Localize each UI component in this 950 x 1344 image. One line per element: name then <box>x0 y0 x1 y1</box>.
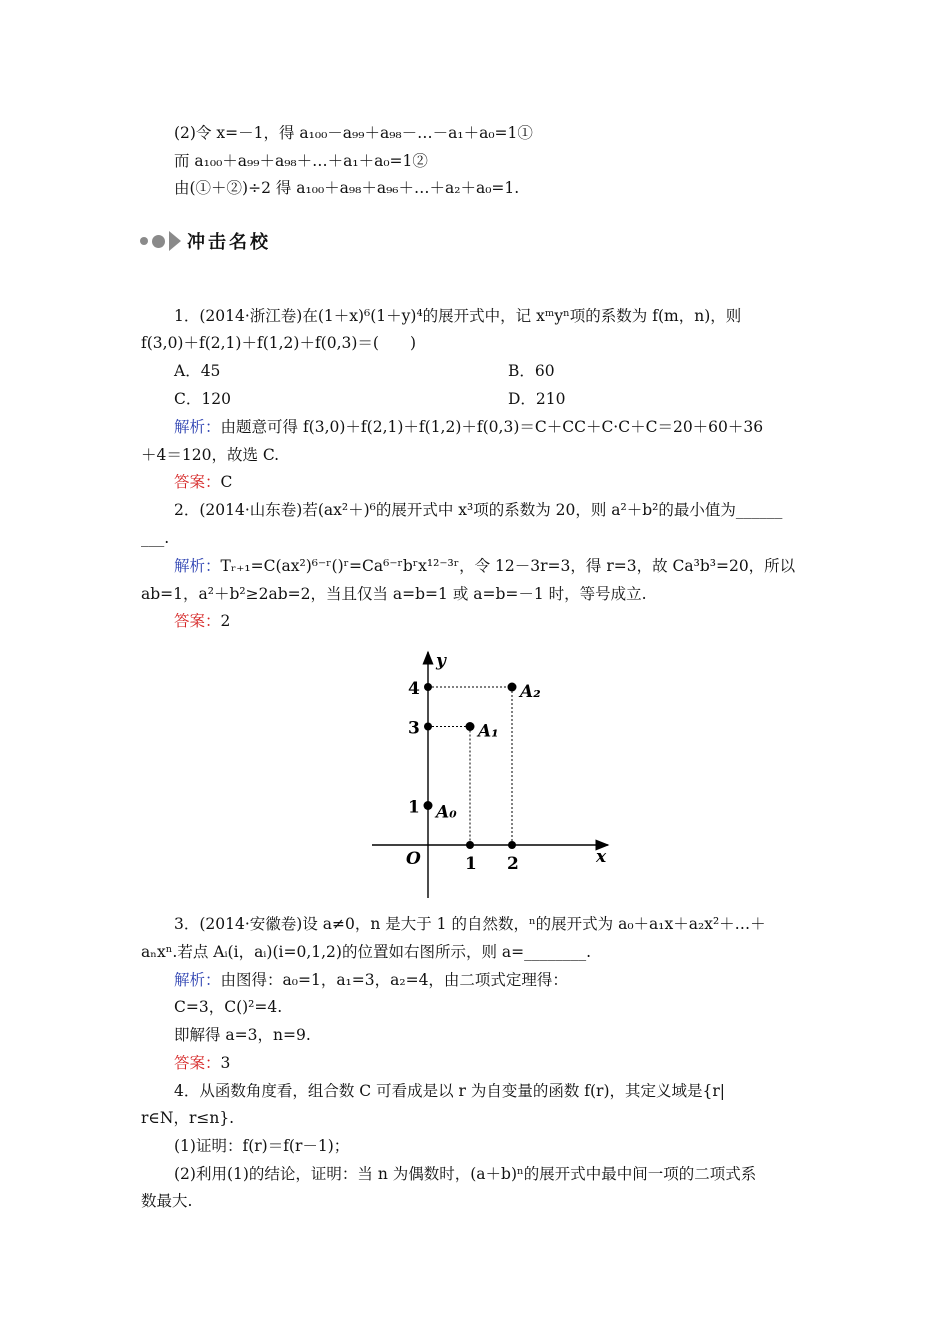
analysis-label: 解析： <box>174 418 221 436</box>
point-2 <box>508 683 517 692</box>
q1-analysis <box>174 417 763 437</box>
section-heading <box>140 228 271 254</box>
point-label: A₂ <box>520 682 541 702</box>
analysis-text: 由图得：a₀=1，a₁=3，a₂=4，由二项式定理得： <box>220 971 568 989</box>
analysis-label: 解析： <box>174 971 221 989</box>
q1-option-d: D．210 <box>508 390 566 408</box>
answer-label: 答案： <box>174 612 221 630</box>
q3-stem: 3．(2014·安徽卷)设 a≠0，n 是大于 1 的自然数，ⁿ的展开式为 a₀＋a₁x＋a₂x²＋…＋ <box>174 915 766 933</box>
prev-solution-line: 由(①＋②)÷2 得 a₁₀₀＋a₉₈＋a₉₆＋…＋a₂＋a₀=1. <box>174 179 520 197</box>
x-axis-label: x <box>596 847 607 867</box>
arrow-icon <box>169 231 181 251</box>
point-0 <box>424 801 433 810</box>
q3-analysis-cont: 即解得 a=3，n=9. <box>174 1026 311 1044</box>
analysis-text: Tᵣ₊₁=C(ax²)⁶⁻ʳ()ʳ=Ca⁶⁻ʳbʳx¹²⁻³ʳ，令 12－3r=3，得 r=3，故 Ca³b³=20，所以 <box>220 557 796 575</box>
q4-part1: (1)证明：f(r)＝f(r－1)； <box>174 1137 350 1155</box>
x-tick-label: 2 <box>507 854 519 874</box>
q2-stem: ___. <box>141 529 170 547</box>
prev-solution-line: 而 a₁₀₀＋a₉₉＋a₉₈＋…＋a₁＋a₀=1② <box>174 152 428 170</box>
analysis-label: 解析： <box>174 557 221 575</box>
q4-stem: 4．从函数角度看，组合数 C 可看成是以 r 为自变量的函数 f(r)，其定义域是{r| <box>174 1082 726 1100</box>
q2-analysis-cont: ab=1，a²＋b²≥2ab=2，当且仅当 a=b=1 或 a=b=－1 时，等号成立. <box>141 585 647 603</box>
coordinate-figure <box>360 640 620 905</box>
point-label: A₀ <box>436 802 457 823</box>
bullet-dot-icon <box>152 235 165 248</box>
y-tick-dot <box>424 723 432 731</box>
y-axis-label: y <box>436 651 446 671</box>
y-tick-label: 4 <box>408 679 420 699</box>
analysis-text: 由题意可得 f(3,0)＋f(2,1)＋f(1,2)＋f(0,3)＝C＋CC＋C·C＋C＝20＋60＋36 <box>220 418 764 436</box>
x-tick-dot <box>508 841 516 849</box>
origin-label: O <box>406 849 421 869</box>
answer-value: 3 <box>220 1054 231 1072</box>
q2-stem: 2．(2014·山东卷)若(ax²＋)⁶的展开式中 x³项的系数为 20，则 a²＋b²的最小值为______ <box>174 501 783 519</box>
q3-analysis <box>174 970 568 990</box>
q4-part2: (2)利用(1)的结论，证明：当 n 为偶数时，(a＋b)ⁿ的展开式中最中间一项的二项式系 <box>174 1165 757 1183</box>
q1-answer <box>174 472 232 492</box>
q1-stem: 1．(2014·浙江卷)在(1＋x)⁶(1＋y)⁴的展开式中，记 xᵐyⁿ项的系数为 f(m，n)，则 <box>174 307 742 325</box>
q1-stem: f(3,0)＋f(2,1)＋f(1,2)＋f(0,3)＝( ) <box>141 334 417 352</box>
q3-stem: aₙxⁿ.若点 Aᵢ(i，aᵢ)(i=0,1,2)的位置如右图所示，则 a=________. <box>141 943 592 961</box>
answer-label: 答案： <box>174 1054 221 1072</box>
prev-solution-line: (2)令 x=－1，得 a₁₀₀－a₉₉＋a₉₈－…－a₁＋a₀=1① <box>174 124 533 142</box>
y-tick-label: 1 <box>408 797 420 818</box>
q1-analysis-cont: ＋4＝120，故选 C. <box>141 446 280 464</box>
y-tick-dot <box>424 683 432 691</box>
point-1 <box>466 722 475 731</box>
q4-part2-cont: 数最大. <box>141 1192 193 1210</box>
section-heading-text: 冲击名校 <box>187 232 271 253</box>
q1-option-c: C．120 <box>174 390 231 408</box>
point-label: A₁ <box>478 721 499 742</box>
q3-answer <box>174 1053 230 1073</box>
q2-analysis <box>174 556 795 576</box>
y-tick-label: 3 <box>408 718 420 739</box>
q4-stem: r∈N，r≤n}. <box>141 1109 235 1127</box>
q1-option-a: A．45 <box>174 362 221 380</box>
q3-analysis-cont: C=3，C()²=4. <box>174 998 283 1016</box>
bullet-dot-icon <box>140 237 148 245</box>
answer-value: 2 <box>220 612 231 630</box>
q1-option-b: B．60 <box>508 362 555 380</box>
x-tick-dot <box>466 841 474 849</box>
answer-label: 答案： <box>174 473 221 491</box>
q2-answer <box>174 611 230 631</box>
x-tick-label: 1 <box>465 854 477 874</box>
answer-value: C <box>220 473 233 491</box>
